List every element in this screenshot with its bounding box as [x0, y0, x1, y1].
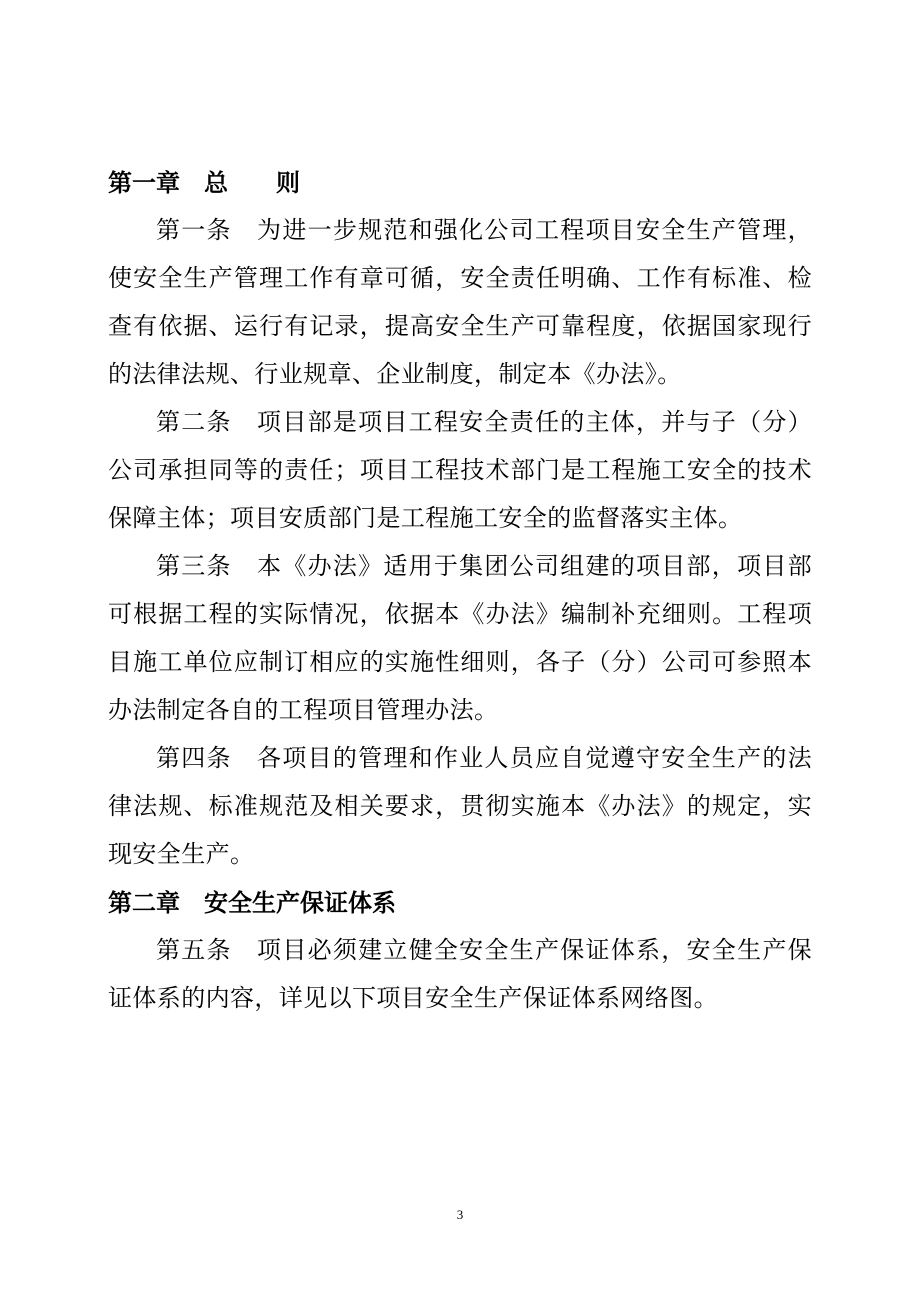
article-3: 第三条 本《办法》适用于集团公司组建的项目部，项目部可根据工程的实际情况，依据本《办法》编制补充细则。工程项目施工单位应制订相应的实施性细则，各子（分）公司可参照本办法制定各自的工程项目管理办法。 — [108, 552, 812, 724]
page-number: 3 — [456, 1207, 464, 1222]
chapter-1-heading: 第一章 总 则 — [108, 169, 300, 197]
article-4: 第四条 各项目的管理和作业人员应自觉遵守安全生产的法律法规、标准规范及相关要求，贯彻实施本《办法》的规定，实现安全生产。 — [108, 744, 812, 868]
article-1: 第一条 为进一步规范和强化公司工程项目安全生产管理，使安全生产管理工作有章可循，安全责任明确、工作有标准、检查有依据、运行有记录，提高安全生产可靠程度，依据国家现行的法律法规、行业规章、企业制度，制定本《办法》。 — [108, 216, 812, 388]
chapter-2-heading: 第二章 安全生产保证体系 — [108, 889, 396, 917]
document-body — [108, 160, 812, 1022]
article-2: 第二条 项目部是项目工程安全责任的主体，并与子（分）公司承担同等的责任；项目工程技术部门是工程施工安全的技术保障主体；项目安质部门是工程施工安全的监督落实主体。 — [108, 408, 812, 532]
article-5: 第五条 项目必须建立健全安全生产保证体系，安全生产保证体系的内容，详见以下项目安全生产保证体系网络图。 — [108, 936, 812, 1012]
